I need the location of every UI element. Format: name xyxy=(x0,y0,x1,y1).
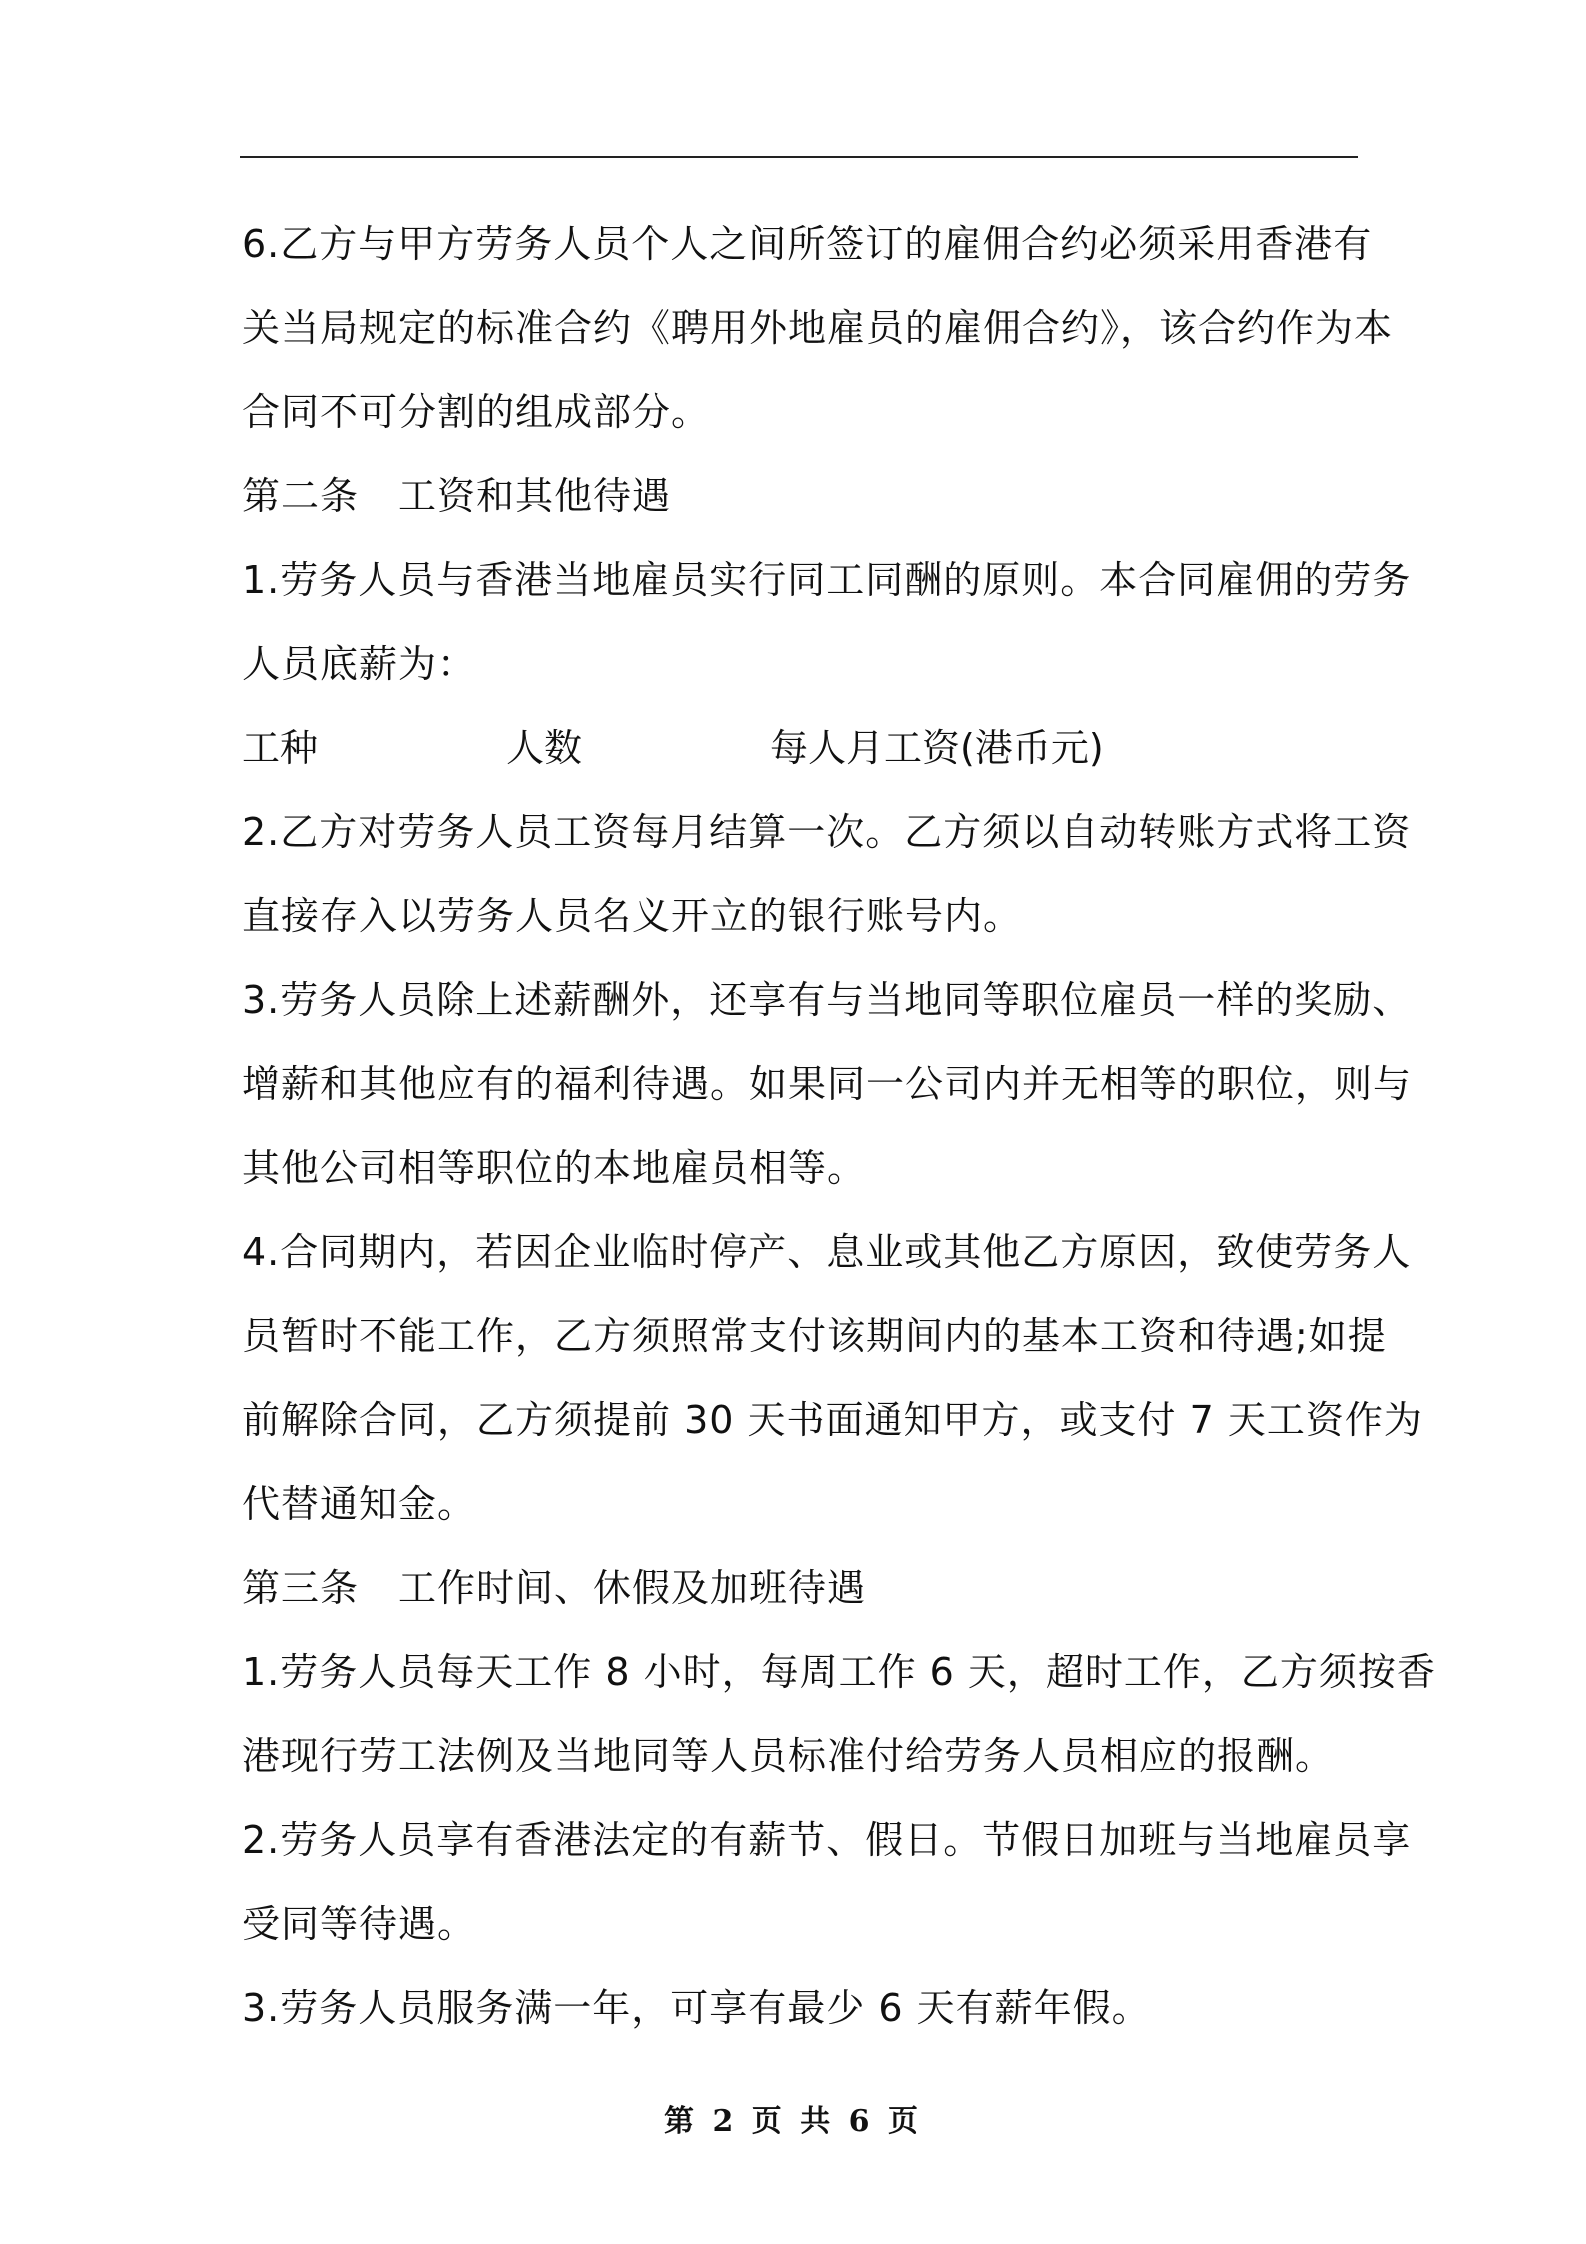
text-line: 前解除合同，乙方须提前 30 天书面通知甲方，或支付 7 天工资作为 xyxy=(242,1398,1423,1442)
article-3-heading: 第三条 工作时间、休假及加班待遇 xyxy=(242,1566,867,1610)
column-header-headcount: 人数 xyxy=(506,726,583,770)
article-3-item-1 xyxy=(242,1630,1436,1798)
article-3-item-2 xyxy=(242,1798,1412,1966)
text-line: 直接存入以劳务人员名义开立的银行账号内。 xyxy=(242,894,1023,938)
text-line: 1.劳务人员每天工作 8 小时，每周工作 6 天，超时工作，乙方须按香 xyxy=(242,1650,1436,1694)
wage-table-header xyxy=(242,706,1360,790)
text-line: 员暂时不能工作，乙方须照常支付该期间内的基本工资和待遇;如提 xyxy=(242,1314,1387,1358)
text-line: 代替通知金。 xyxy=(242,1482,477,1526)
article-3-item-3 xyxy=(242,1966,1360,2050)
text-line: 受同等待遇。 xyxy=(242,1902,477,1946)
text-line: 合同不可分割的组成部分。 xyxy=(242,390,711,434)
page-number: 第 2 页 共 6 页 xyxy=(664,2104,922,2139)
column-header-job-type: 工种 xyxy=(242,726,319,770)
article-2-item-2 xyxy=(242,790,1412,958)
text-line: 4.合同期内，若因企业临时停产、息业或其他乙方原因，致使劳务人 xyxy=(242,1230,1412,1274)
text-line: 其他公司相等职位的本地雇员相等。 xyxy=(242,1146,867,1190)
article-2-item-1 xyxy=(242,538,1412,706)
text-line: 增薪和其他应有的福利待遇。如果同一公司内并无相等的职位，则与 xyxy=(242,1062,1413,1106)
text-line: 3.劳务人员服务满一年，可享有最少 6 天有薪年假。 xyxy=(242,1986,1151,2030)
text-line: 2.劳务人员享有香港法定的有薪节、假日。节假日加班与当地雇员享 xyxy=(242,1818,1412,1862)
article-2-item-3 xyxy=(242,958,1413,1210)
text-line: 人员底薪为： xyxy=(242,642,477,686)
text-line: 2.乙方对劳务人员工资每月结算一次。乙方须以自动转账方式将工资 xyxy=(242,810,1412,854)
clause-item-6 xyxy=(242,202,1394,454)
text-line: 1.劳务人员与香港当地雇员实行同工同酬的原则。本合同雇佣的劳务 xyxy=(242,558,1412,602)
text-line: 港现行劳工法例及当地同等人员标准付给劳务人员相应的报酬。 xyxy=(242,1734,1335,1778)
article-2-item-4 xyxy=(242,1210,1423,1546)
column-header-monthly-wage: 每人月工资(港币元) xyxy=(770,726,1104,770)
text-line: 6.乙方与甲方劳务人员个人之间所签订的雇佣合约必须采用香港有 xyxy=(242,222,1373,266)
text-line: 3.劳务人员除上述薪酬外，还享有与当地同等职位雇员一样的奖励、 xyxy=(242,978,1412,1022)
document-body xyxy=(242,202,1436,2050)
article-2-heading: 第二条 工资和其他待遇 xyxy=(242,474,672,518)
header-divider xyxy=(240,156,1358,158)
text-line: 关当局规定的标准合约《聘用外地雇员的雇佣合约》，该合约作为本 xyxy=(242,306,1394,350)
